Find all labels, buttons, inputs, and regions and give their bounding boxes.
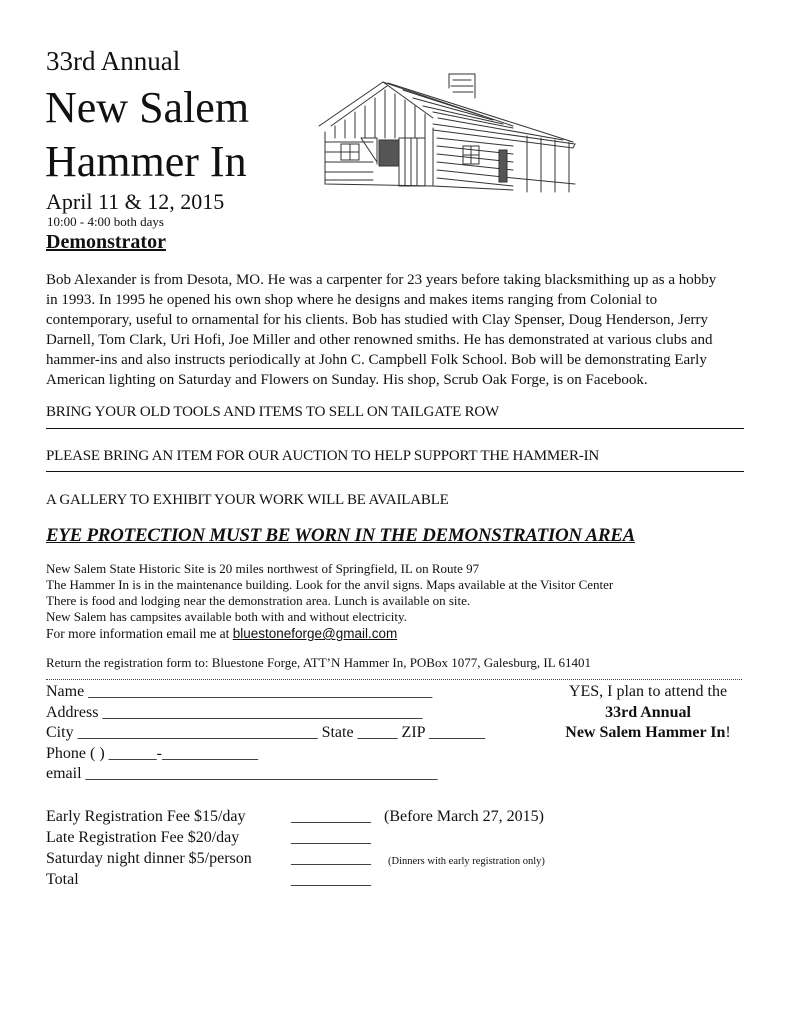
email-field[interactable]: email ____________________________________________: [46, 765, 438, 782]
fee-label: Total: [46, 871, 79, 888]
fee-note: (Dinners with early registration only): [388, 856, 545, 867]
info-line: New Salem State Historic Site is 20 miles northwest of Springfield, IL on Route 97: [46, 561, 480, 576]
auction-notice: PLEASE BRING AN ITEM FOR OUR AUCTION TO HELP SUPPORT THE HAMMER-IN: [46, 448, 600, 464]
edition-label: 33rd Annual: [46, 46, 181, 76]
fee-amount-blank[interactable]: __________: [291, 808, 371, 825]
fee-note: (Before March 27, 2015): [384, 808, 544, 825]
rsvp-exclaim: !: [725, 724, 731, 741]
bio-line: contemporary, useful to ornamental for his clients. Bob has studied with Clay Spenser, Doug Henderson, Jerry: [46, 312, 709, 328]
divider: [46, 428, 744, 429]
location-info: [46, 561, 613, 643]
bio-line: American lighting on Saturday and Flowers on Sunday. His shop, Scrub Oak Forge, is on Facebook.: [46, 372, 648, 388]
gallery-notice: A GALLERY TO EXHIBIT YOUR WORK WILL BE AVAILABLE: [46, 492, 449, 508]
phone-field[interactable]: Phone ( ) ______-____________: [46, 744, 258, 762]
bio-line: Darnell, Tom Clark, Uri Hofi, Joe Miller and other renowned smiths. He has demonstrated at various clubs and: [46, 332, 713, 348]
return-address: Return the registration form to: Bluestone Forge, ATT’N Hammer In, POBox 1077, Galesburg, IL 61401: [46, 655, 591, 670]
fee-amount-blank[interactable]: __________: [291, 850, 371, 867]
info-line: The Hammer In is in the maintenance building. Look for the anvil signs. Maps available at the Visitor Center: [46, 577, 614, 592]
divider: [46, 471, 744, 472]
registration-form: [46, 682, 485, 785]
info-line: There is food and lodging near the demonstration area. Lunch is available on site.: [46, 593, 471, 608]
contact-email-link[interactable]: bluestoneforge@gmail.com: [232, 626, 398, 641]
bio-line: Bob Alexander is from Desota, MO. He was a carpenter for 23 years before taking blacksmithing up as a hobby: [46, 272, 717, 288]
fee-label: Saturday night dinner $5/person: [46, 850, 252, 867]
contact-line: [46, 625, 613, 643]
bio-line: in 1993. In 1995 he opened his own shop where he designs and makes items ranging from Colonial to: [46, 292, 658, 308]
event-title-line-2: Hammer In: [45, 137, 247, 186]
fee-amount-blank[interactable]: __________: [291, 829, 371, 846]
rsvp-line-3: New Salem Hammer In: [565, 724, 726, 741]
fee-amount-blank[interactable]: __________: [291, 871, 371, 888]
event-title-line-1: New Salem: [45, 83, 250, 132]
info-line: New Salem has campsites available both with and without electricity.: [46, 609, 407, 624]
log-cabin-drawing-icon: [313, 68, 581, 194]
tailgate-notice: BRING YOUR OLD TOOLS AND ITEMS TO SELL ON TAILGATE ROW: [46, 404, 499, 420]
fee-label: Early Registration Fee $15/day: [46, 808, 246, 825]
name-field[interactable]: Name ___________________________________________: [46, 683, 433, 700]
rsvp-line-2: 33rd Annual: [605, 703, 691, 721]
demonstrator-heading: Demonstrator: [46, 231, 166, 253]
demonstrator-bio: [46, 270, 748, 390]
eye-protection-warning: EYE PROTECTION MUST BE WORN IN THE DEMONSTRATION AREA: [46, 525, 636, 546]
fee-label: Late Registration Fee $20/day: [46, 829, 240, 846]
event-date: April 11 & 12, 2015: [46, 189, 225, 214]
cut-line: [46, 679, 742, 680]
city-state-zip-field[interactable]: City ______________________________ State _____ ZIP _______: [46, 724, 485, 741]
event-hours: 10:00 - 4:00 both days: [47, 214, 164, 229]
rsvp-box: [548, 682, 748, 744]
bio-line: hammer-ins and also instructs periodically at John C. Campbell Folk School. Bob will be demonstrating Early: [46, 352, 707, 368]
contact-prefix: For more information email me at: [46, 626, 233, 641]
rsvp-line-1: YES, I plan to attend the: [568, 683, 728, 700]
address-field[interactable]: Address ________________________________________: [46, 703, 423, 721]
